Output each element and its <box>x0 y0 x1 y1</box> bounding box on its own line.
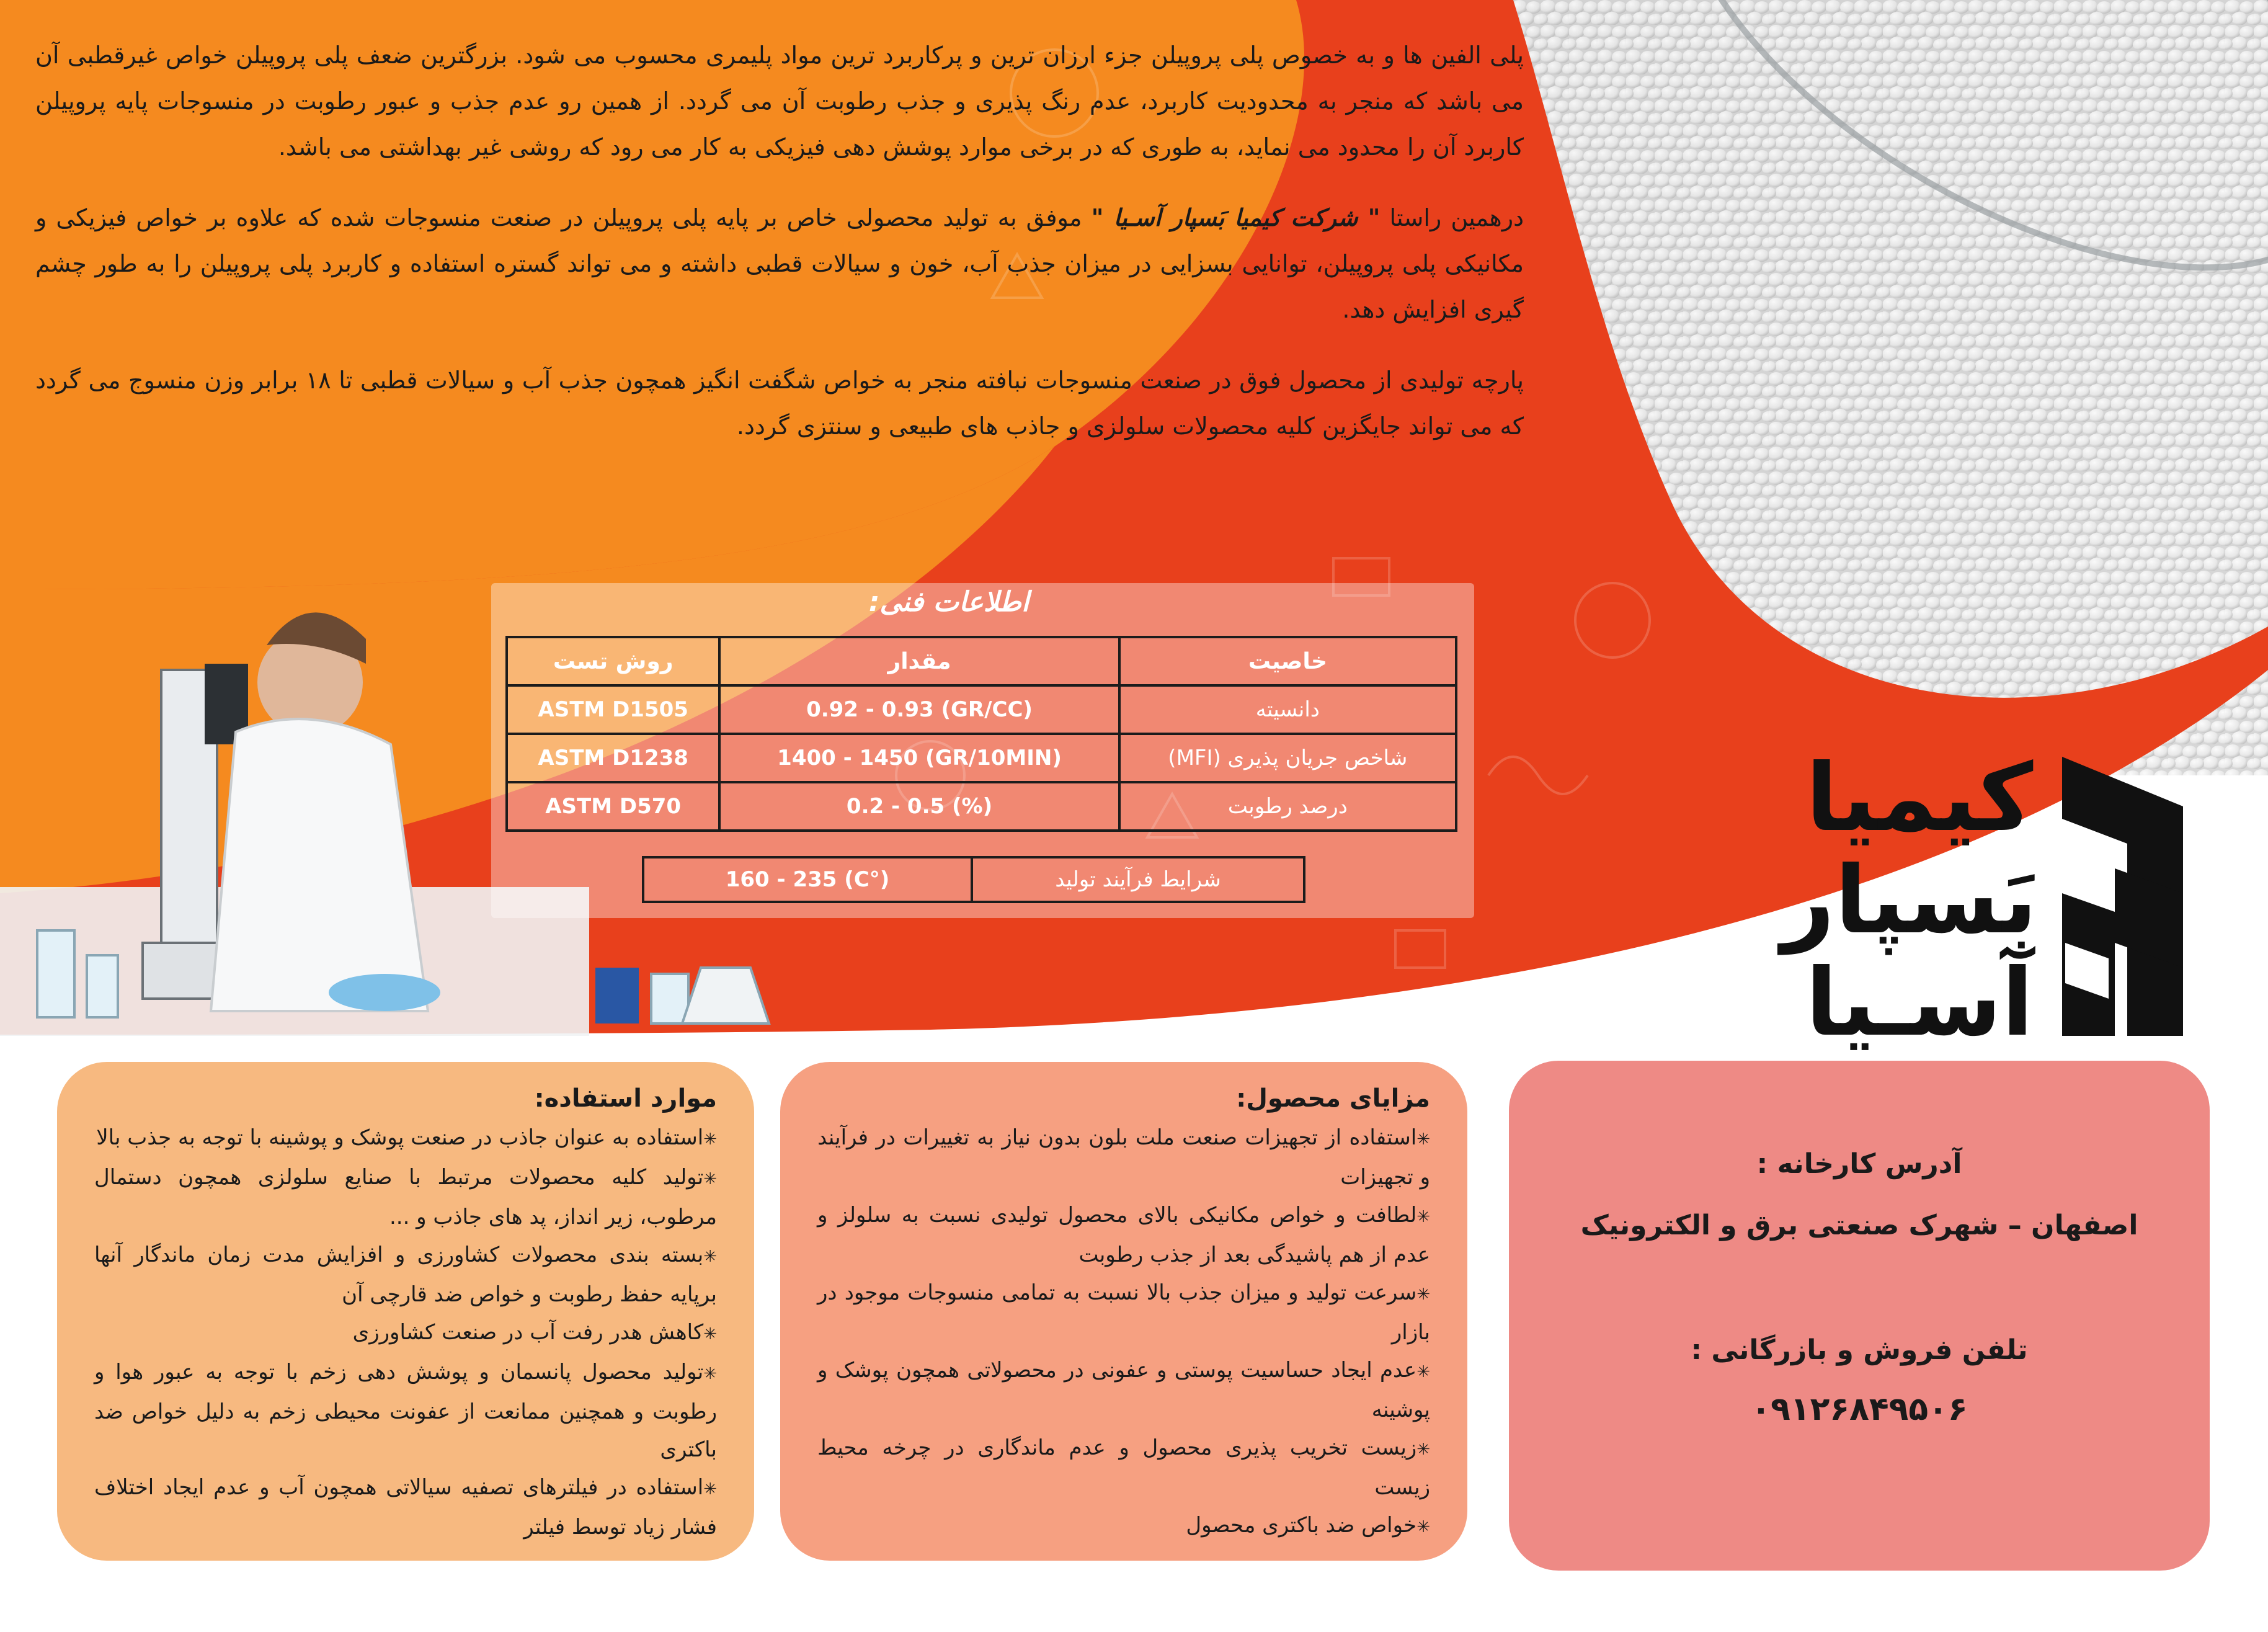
value-cell: 0.2 - 0.5 (%) <box>719 782 1119 831</box>
intro-paragraph-2-lead: درهمین راستا <box>1380 204 1524 231</box>
list-item: ✳ لطافت و خواص مکانیکی بالای محصول تولیدی نسبت به سلولز و عدم از هم پاشیدگی بعد از جذب رطوبت <box>817 1197 1430 1274</box>
tech-table-header <box>507 637 1456 685</box>
intro-paragraph-2 <box>35 195 1524 332</box>
contact-block <box>1546 1148 2172 1428</box>
table-row <box>507 734 1456 782</box>
list-item: ✳ استفاده در فیلترهای تصفیه سیالاتی همچون آب و عدم ایجاد اختلاف فشار زیاد توسط فیلتر <box>94 1469 717 1546</box>
test-method-cell: ASTM D1505 <box>507 685 719 734</box>
company-logo-text <box>1781 744 2037 1057</box>
list-item: ✳ سرعت تولید و میزان جذب بالا نسبت به تمامی منسوجات موجود در بازار <box>817 1274 1430 1352</box>
list-item: ✳ تولید کلیه محصولات مرتبط با صنایع سلولزی همچون دستمال مرطوب، زیر انداز، پد های جاذب و ... <box>94 1159 717 1236</box>
list-item: ✳ بسته بندی محصولات کشاورزی و افزایش مدت زمان ماندگار آنها برپایه حفظ رطوبت و خواص ضد قارچی آن <box>94 1236 717 1314</box>
phone-number[interactable]: ۰۹۱۲۶۸۴۹۵۰۶ <box>1751 1391 1968 1428</box>
address-value: اصفهان – شهرک صنعتی برق و الکترونیک <box>1580 1210 2138 1241</box>
list-item: ✳ کاهش هدر رفت آب در صنعت کشاورزی <box>94 1314 717 1353</box>
list-item: ✳ استفاده به عنوان جاذب در صنعت پوشک و پوشینه با توجه به جذب بالا <box>94 1119 717 1159</box>
logo-line-1: کیمیا <box>1805 744 2034 852</box>
phone-title: تلفن فروش و بازرگانی : <box>1691 1334 2028 1366</box>
header-test-method: روش تست <box>507 637 719 685</box>
table-row <box>507 782 1456 831</box>
test-method-cell: ASTM D1238 <box>507 734 719 782</box>
header-value: مقدار <box>719 637 1119 685</box>
list-item: ✳ زیست تخریب پذیری محصول و عدم ماندگاری در چرخه محیط زیست <box>817 1429 1430 1507</box>
table-row <box>643 857 1304 902</box>
process-value-cell: 160 - 235 (C°) <box>643 857 972 902</box>
value-cell: 0.92 - 0.93 (GR/CC) <box>719 685 1119 734</box>
uses-list <box>94 1119 717 1546</box>
value-cell: 1400 - 1450 (GR/10MIN) <box>719 734 1119 782</box>
advantages-title: مزایای محصول: <box>1236 1084 1430 1113</box>
test-method-cell: ASTM D570 <box>507 782 719 831</box>
tech-title: اطلاعات فنی: <box>868 586 1029 618</box>
contact-card <box>1509 1061 2210 1571</box>
list-item: ✳ عدم ایجاد حساسیت پوستی و عفونی در محصولاتی همچون پوشک و پوشینه <box>817 1352 1430 1429</box>
logo-line-3: آسـیا <box>1805 949 2034 1057</box>
logo-line-2: بَسپار <box>1781 847 2037 955</box>
company-name: " شرکت کیمیا بَسپار آسـیا " <box>1091 204 1381 231</box>
advantages-card <box>780 1062 1467 1561</box>
intro-paragraph-2-body: موفق به تولید محصولی خاص بر پایه پلی پروپیلن در صنعت منسوجات شده که علاوه بر خواص فیزیکی و مکانیکی پلی پروپیلن، توانایی بسزایی در میزان جذب آب، خون و سیالات قطبی داشته و می تواند گستره استفاده و کاربرد پلی پروپیلن را به طور چشم گیری افزایش دهد. <box>35 204 1524 323</box>
address-title: آدرس کارخانه : <box>1756 1148 1962 1180</box>
list-item: ✳ تولید محصول پانسمان و پوشش دهی زخم با توجه به عبور هوا و رطوبت و همچنین ممانعت از عفونت محیطی زخم به دلیل خواص ضد باکتری <box>94 1353 717 1469</box>
uses-card <box>57 1062 754 1561</box>
advantages-list <box>817 1119 1430 1546</box>
uses-title: موارد استفاده: <box>534 1084 717 1113</box>
kimia-logo-mark <box>2062 757 2183 1036</box>
property-cell: دانسیته <box>1119 685 1456 734</box>
property-cell: شاخص جریان پذیری (MFI) <box>1119 734 1456 782</box>
list-item: ✳ خواص ضد باکتری محصول <box>817 1507 1430 1546</box>
property-cell: درصد رطوبت <box>1119 782 1456 831</box>
list-item: ✳ استفاده از تجهیزات صنعت ملت بلون بدون نیاز به تغییرات در فرآیند و تجهیزات <box>817 1119 1430 1197</box>
table-row <box>507 685 1456 734</box>
header-property: خاصیت <box>1119 637 1456 685</box>
intro-paragraph-1: پلی الفین ها و به خصوص پلی پروپیلن جزء ارزان ترین و پرکاربرد ترین مواد پلیمری محسوب می شود. بزرگترین ضعف پلی پروپیلن خواص غیرقطبی آن می باشد که منجر به محدودیت کاربرد، عدم رنگ پذیری و جذب رطوبت آن می گردد. از همین رو عدم جذب و عبور رطوبت در منسوجات پایه پروپیلن کاربرد آن را محدود می نماید، به طوری که در برخی موارد پوشش دهی فیزیکی به کار می رود که روشی غیر بهداشتی می باشد. <box>35 42 1524 161</box>
process-label-cell: شرایط فرآیند تولید <box>972 857 1304 902</box>
process-conditions-table <box>642 856 1305 903</box>
tech-table <box>505 636 1457 832</box>
intro-paragraph-3: پارچه تولیدی از محصول فوق در صنعت منسوجات نبافته منجر به خواص شگفت انگیز همچون جذب آب و سیالات قطبی تا ۱۸ برابر وزن منسوج می گردد که می تواند جایگزین کلیه محصولات سلولزی و جاذب های طبیعی و سنتزی گردد. <box>35 367 1524 440</box>
intro-text <box>35 32 1524 474</box>
